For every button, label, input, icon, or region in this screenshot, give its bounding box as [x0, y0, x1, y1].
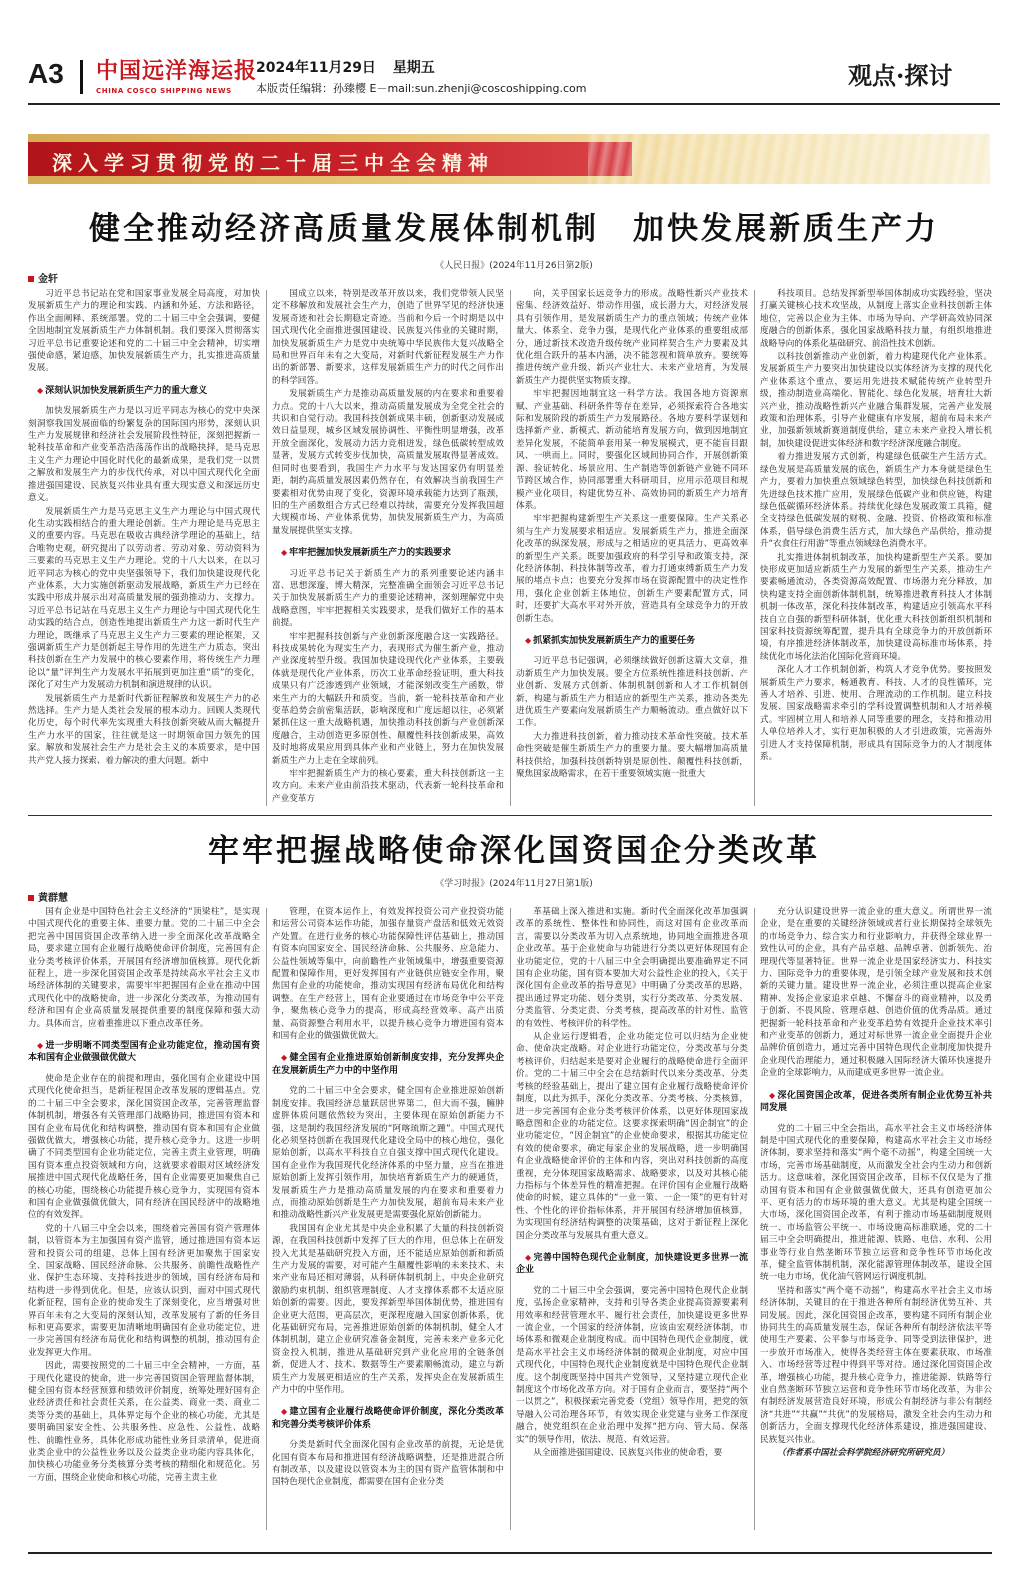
column-divider [266, 908, 267, 1530]
section-subheading: ◆ 深刻认识加快发展新质生产力的重大意义 [28, 385, 260, 397]
body-paragraph: 充分认识建设世界一流企业的重大意义。所谓世界一流企业，是在重要的关键经济领域或者行业长期保持全球领先的市场竞争力、综合实力和行业影响力，并获得全球业界一致性认可的企业，具有产品卓越、品牌卓著、创新领先、治理现代等显著特征。世界一流企业是国家经济实力、科技实力、国际竞争力的重要体现，是引领全球产业发展和技术创新的关键力量。建设世界一流企业，必须注重以提高企业家精神、发扬企业家追求卓越、不懈奋斗的商业精神，以及勇于创新、不畏风险、管理卓越、创造价值的优秀品质。通过把握新一轮科技革命和产业变革趋势有效提升企业技术率引和产业变革的创新力，通过对标世界一流企业全面提升企业品牌价值创造力，通过完善中国特色现代企业制度加快提升企业现代治理能力，通过积极融入国际经济大循环快速提升企业的全球影响力，从而建成更多世界一流企业。 [760, 907, 992, 1079]
article2-headline: 牢牢把握战略使命深化国资国企分类改革 [208, 833, 820, 869]
body-paragraph: 我国国有企业尤其是中央企业积累了大量的科技创新资源，在我国科技创新中发挥了巨大的作用，但总体上在研发投入尤其是基础研究投入方面，还不能适应原始创新和新质生产力发展的需要，对可能产生颠覆性影响的未来技术、未来产业布局还相对薄弱，从科研体制机制上，中央企业研究激励约束机制、组织管理制度、人才支撑体系都不太适应原始创新的需要。因此，要发挥新型举国体制优势，推进国有企业更大范围，更高层次，更深程度融入国家创新体系，优化基础研究布局，完善推进原始创新的体制机制，健全人才体制机制，建立企业研究准备金制度，完善未来产业多元化资金投入机制，推进从基础研究到产业化应用的全链条创新，促进人才、技术、数据等生产要素顺畅流动，建立与新质生产力发展更相适应的生产关系，发挥央企在发展新质生产力中的中坚作用。 [272, 1223, 504, 1396]
body-paragraph: 加快发展新质生产力是以习近平同志为核心的党中央深刻洞察我国发展面临的纷繁复杂的国际国内形势，深刻认识生产力发展规律和经济社会发展阶段性特征，深刻把握新一轮科技革命和产业变革浩浩荡荡作出的战略抉择，是马克思主义生产力理论中国化时代化的最新成果，是我们党一以贯之解放和发展生产力的步伐代传承，对以中国式现代化全面推进强国建设、民族复兴伟业具有重大现实意义和深远历史意义。 [28, 406, 260, 504]
article1-source: 《人民日报》(2024年11月26日第2版) [435, 261, 593, 271]
body-paragraph: 党的二十届三中全会指出，高水平社会主义市场经济体制是中国式现代化的重要保障，构建高水平社会主义市场经济体制，要求坚持和落实“两个毫不动摇”，构建全国统一大市场，完善市场基础制度，从而激发全社会内生动力和创新活力。这意味着，深化国资国企改革，目标不仅仅是为了推动国有资本和国有企业做强做优做大，还具有创造更加公平、更有活力的市场环境的重大意义。尤其是构建全国统一大市场，深化国资国企改革，有利于推动市场基础制度规则统一、市场监管公平统一、市场设施高标准联通，党的二十届三中全会明确提出，推进能源、铁路、电信、水利、公用事业等行业自然垄断环节独立运营和竞争性环节市场化改革，健全监管体制机制，深化能源管理体制改革，建设全国统一电力市场，优化油气管网运行调度机制。 [760, 1123, 992, 1283]
logo-english: CHINA COSCO SHIPPING NEWS [96, 87, 232, 95]
body-paragraph: 党的二十届三中全会强调，要完善中国特色现代企业制度，弘扬企业家精神，支持和引导各类企业提高资源要素利用效率和经营管理水平、履行社会责任，加快建设更多世界一流企业，一个国家的经济体制，应该由宏观经济体制，市场体系和微观企业制度构成。而中国特色现代企业制度，就是高水平社会主义市场经济体制的微观企业制度，对应中国式现代化，中国特色现代企业制度就是中国特色现代企业制度。这个制度既坚持中国共产党领导，又坚持建立现代企业制度这个市场化改革方向。对于国有企业而言，要坚持“两个一以贯之”，积极探索完善党委（党组）领导作用，把党的领导融入公司治理各环节，有效实现企业党建与业务工作深度融合，使党组织在企业治理中发挥“把方向、管大局、保落实”的领导作用，依法、规范、有效运营。 [516, 1285, 748, 1445]
section-title: 观点·探讨 [848, 61, 953, 90]
body-paragraph: 习近平总书记站在党和国家事业发展全局高度，对加快发展新质生产力的理论和实践、内涵和外延、方法和路径，作出全面阐释、系统部署。党的二十届三中全会强调，要健全因地制宜发展新质生产力体制机制。我们要深入贯彻落实习近平总书记重要论述和党的二十届三中全会精神，切实增强使命感，紧迫感，加快发展新质生产力，扎实推进高质量发展。 [28, 289, 260, 374]
section-subheading: ◆ 抓紧抓实加快发展新质生产力的重要任务 [516, 635, 748, 647]
body-paragraph: 管理，在资本运作上，有效发挥投资公司产业投资功能和运营公司资本运作功能，加强存量资产盘活和低效无效资产处置。在进行业务的核心功能保障性评估基础上，推动国有资本向国家安全、国民经济命脉、公共服务、应急能力、公益性领域等集中，向前瞻性产业领域集中，增强重要资源配置和保障作用，更好发挥国有产业链供应链安全作用，聚焦国有企业的功能使命，推动实现国有经济布局优化和结构调整。在生产经营上，国有企业要通过在市场竞争中公平竞争，聚焦核心竞争力的提高，形成高经营效率、高产出质量、高资源整合利用水平，以提升核心竞争力增进国有资本和国有企业的做强做优做大。 [272, 907, 504, 1042]
section-subheading: ◆ 建立国有企业履行战略使命评价制度，深化分类改革和完善分类考核评价体系 [272, 1406, 504, 1431]
section-subheading: ◆ 健全国有企业推进原始创新制度安排，充分发挥央企在发展新质生产力中的中坚作用 [272, 1052, 504, 1077]
body-paragraph: 大力推进科技创新，着力推动技术革命性突破。技术革命性突破是催生新质生产力的重要力量。要大幅增加高质量科技供给，加强科技创新特别是原创性、颠覆性科技创新，聚焦国家战略需求，在若干重要领域实施一批重大 [516, 731, 748, 780]
article1-column-3 [516, 288, 748, 806]
body-paragraph: 发展新质生产力是推动高质量发展的内在要求和重要着力点。党的十八大以来，推动高质量发展成为全党全社会的共识和自觉行动。我国科技创新成果丰硕，创新驱动发展成效日益显现，城乡区域发展协调性、平衡性明显增强，改革开放全面深化，发展动力活力竞相迸发，绿色低碳转型成效显著，发展方式转变步伐加快，高质量发展取得显著成效。但同时也要看到，我国生产力水平与发达国家仍有明显差距，制约高质量发展因素仍然存在，有效解决当前我国生产要素相对优势由现了变化，资源环境承载能力达到了瓶颈，旧的生产函数组合方式已经难以持续，需要充分发挥我国超大规模市场、产业体系优势，加快发展新质生产力，为高质量发展提供坚实支撑。 [272, 389, 504, 536]
article1-headline: 健全推动经济高质量发展体制机制 加快发展新质生产力 [89, 211, 939, 247]
body-paragraph: 坚持和落实“两个毫不动摇”，构建高水平社会主义市场经济体制，关键目的在于推进各种所有制经济优势互补、共同发展。因此，深化国资国企改革，要构建不同所有制企业协同共生的高质量发展生态，保证各种所有制经济依法平等使用生产要素、公平参与市场竞争、同等受到法律保护，进一步放开市场准入，使得各类经营主体在要素获取、市场准入、市场经营等过程中得到平等对待。通过深化国资国企改革，增强核心功能，提升核心竞争力，推进能源、铁路等行业自然垄断环节独立运营和竞争性环节市场化改革，为非公有制经济发展营造良好环境，形成公有制经济与非公有制经济“共进”“共赢”“共优”的发展格局，激发全社会内生动力和创新活力，全面支撑现代化经济体系建设，推进强国建设、民族复兴伟业。 [760, 1285, 992, 1445]
masthead-rule [28, 103, 1000, 105]
body-paragraph: 科技项目。总结发挥新型举国体制成功实践经验，坚决打赢关键核心技术攻坚战，从制度上落实企业科技创新主体地位，完善以企业为主体、市场为导向、产学研高效协同深度融合的创新体系，强化国家战略科技力量，有组织地推进战略导向的体系化基础研究、前沿性技术创新。 [760, 289, 992, 349]
body-paragraph: 以科技创新推动产业创新，着力构建现代化产业体系。发展新质生产力要突出加快建设以实体经济为支撑的现代化产业体系这个重点，要运用先进技术赋能传统产业转型升级，推动制造业高端化、智能化、绿色化发展，培育壮大新兴产业，推动战略性新兴产业融合集群发展，完善产业发展政策和治理体系，引导产业健康有序发展，超前布局未来产业，加强新领域新赛道制度供给，建立未来产业投入增长机制，加快建设促进实体经济和数字经济深度融合制度。 [760, 352, 992, 449]
issue-date: 2024年11月29日 [256, 60, 376, 76]
body-paragraph: 发展新质生产力是马克思主义生产力理论与中国式现代化生动实践相结合的重大理论创新。生产力理论是马克思主义的重要内容。马克思在吸收古典经济学理论的基础上，结合唯物史观，研究提出了以劳动者、劳动对象、劳动资料为三要素的马克思主义生产力理论。党的十八大以来，在以习近平同志为核心的党中央坚强领导下，我们加快建设现代化产业体系，大力实施创新驱动发展战略，新质生产力已经在实践中形成并展示出对高质量发展的强劲推动力、支撑力。习近平总书记站在马克思主义生产力理论与中国式现代化生动实践的结合点，创造性地提出新质生产力这一新时代生产力理论，既继承了马克思主义生产力三要素的理论框架，又强调新质生产力是创新起主导作用的先进生产力质态，突出科技创新在生产力发展中的核心要素作用，将传统生产力理论以“量”评判生产力发展水平拓展到更加注重“质”的变化，深化了对生产力发展动力机制和演进规律的认识。 [28, 506, 260, 691]
issue-weekday: 星期五 [392, 60, 435, 76]
column-divider [510, 290, 511, 806]
body-paragraph: 从全面推进强国建设、民族复兴伟业的使命看，要 [533, 1448, 723, 1459]
body-paragraph: 牢牢把握新质生产力的核心要素，重大科技创新这一主攻方向。未来产业由前沿技术驱动，代表新一轮科技革命和产业变革方 [272, 769, 504, 804]
body-paragraph: 从企业运行逻辑看，企业功能定位可以归结为企业使命、使命决定战略。对企业进行功能定位，分类改革与分类考核评价，归结起来是要对企业履行的战略使命进行全面评价。党的二十届三中全会在总结新时代以来分类改革、分类考核的经验基础上，提出了建立国有企业履行战略使命评价制度，以此为抓手，深化分类改革、分类考核、分类核算，进一步完善国有企业分类考核评价体系，以更好体现国家战略意图和企业的功能定位。这要求探索明确“因企制宜”的企业功能定位，“因企制宜”的企业使命要求，根据其功能定位有效的使命要求，确定每家企业的发展战略，进一步明确国有企业战略使命评价的主体和内容，突出对科技创新的高度重视，充分体现国家战略需求、战略要求，以及对其核心能力指标与个体差异性的精准把握。在评价国有企业履行战略使命的时候，建立具体的“一业一策、一企一策”的更有针对性、个性化的评价指标体系，并开展国有经济增加值核算，为实现国有经济结构调整的决策基础，这对于新征程上深化国企分类改革与发展具有重大意义。 [516, 1032, 748, 1241]
body-paragraph: 革基础上深入推进和实施。新时代全面深化改革加强调改革的系统性、整体性和协同性，而这对国有企业改革而言，需要以分类改革为切入点系统地，协同地全面推进各项企业改革。基于企业使命与功能进行分类以更好体现国有企业功能定位，党的十八届三中全会明确提出要准确界定不同国有企业功能，国有资本要加大对公益性企业的投入，《关于深化国有企业改革的指导意见》中明确了分类改革的思路，提出通过界定功能、划分类别，实行分类改革、分类发展、分类监管、分类定责、分类考核，提高改革的针对性、监管的有效性、考核评价的科学性。 [516, 907, 748, 1029]
page-bottom-rule [28, 1552, 992, 1554]
body-paragraph: 发展新质生产力是新时代新征程解放和发展生产力的必然选择。生产力是人类社会发展的根本动力。回顾人类现代化历史，每个时代率先实现重大科技创新突破从而大幅提升生产力水平的国家，往往就是这一时期领命国力领先的国家。解放和发展社会生产力是社会主义的本质要求，是中国共产党人接力探索、着力解决的重大问题。新中 [28, 693, 260, 766]
column-divider [266, 290, 267, 806]
body-paragraph: 使命是企业存在的前提和理由，强化国有企业建设中国式现代化使命担当，是新征程国企改革发展的逻辑基点。党的二十届三中全会要求，深化国资国企改革，完善管理监督体制机制，增强各有关管理部门战略协同，推进国有资本和国有企业布局优化和结构调整，推动国有资本和国有企业做强做优做大，增强核心功能，提升核心竞争力。这进一步明确了不同类型国有企业功能定位，完善主责主业管理，明确国有资本重点投资领域和方向，这就要求着眼对区域经济发展推进中国式现代化战略任务，国有企业需要更加聚焦自己的核心功能，围绕核心功能提升核心竞争力，实现国有资本和国有企业做强做优做大，同有经济在国民经济中的战略地位的有效发挥。 [28, 1073, 260, 1221]
article2-column-1 [28, 906, 260, 1532]
column-divider [754, 908, 755, 1530]
article1-column-2 [272, 288, 504, 806]
article2-column-3 [516, 906, 748, 1532]
body-paragraph: 向，关乎国家长远竞争力的形成。战略性新兴产业技术密集、经济效益好、带动作用强，成长潜力大，对经济发展具有引领作用，是发展新质生产力的重点领域；传统产业体量大、体系全、竞争力强，是现代化产业体系的重要组成部分，通过新技术改造升级传统产业同样契合生产力要素及其优化组合跃升的基本内涵，决不能忽视和简单放弃。要统筹推进传统产业升级、新兴产业壮大、未来产业培育，为发展新质生产力提供坚实物质支撑。 [516, 289, 748, 386]
page-number-divider [80, 60, 83, 94]
body-paragraph: 国成立以来，特别是改革开放以来，我们党带领人民坚定不移解放和发展社会生产力，创造了世界罕见的经济快速发展奇迹和社会长期稳定奇迹。当前和今后一个时期是以中国式现代化全面推进强国建设、民族复兴伟业的关键时期，加快发展新质生产力是党中央统筹中华民族伟大复兴战略全局和世界百年未有之大变局，对新时代新征程发展生产力作出的新部署、新要求，这样发展新质生产力的时代之问作出的科学回答。 [272, 289, 504, 386]
body-paragraph: 因此，需要按照党的二十届三中全会精神，一方面，基于现代化建设的使命，进一步完善国资国企管理监督体制，健全国有资本经营预算和绩效评价制度，统筹处理好国有企业经济责任和社会责任关系，在公益类、商业一类、商业二类等分类的基础上，具体界定每个企业的核心功能，尤其是要明确国家安全性、公共服务性、应急性、公益性、战略性、前瞻性业务，具体化形成功能性业务目录清单，促进商业类企业中的公益性业务以及公益类企业功能内容具体化，加快核心功能业务分类核算分类考核的精细化和规范化。另一方面，围绕企业使命和核心功能，完善主责主业 [28, 1361, 260, 1483]
editor-info: 本版责任编辑：孙臻樱 E－mail:sun.zhenji@coscoshipping.com [256, 82, 587, 95]
article2-source: 《学习时报》(2024年11月27日第1版) [435, 879, 593, 889]
column-divider [754, 290, 755, 806]
newspaper-logo [96, 54, 258, 98]
article2-column-4 [760, 906, 992, 1532]
page-number: A3 [28, 58, 64, 89]
theme-banner [28, 134, 990, 184]
body-paragraph: 党的二十届三中全会要求，健全国有企业推进原始创新制度安排。我国经济总量跃居世界第二，但大而不强，臃肿虚胖体质问题依然较为突出，主要体现在原始创新能力不强，这是制约我国经济发展的“阿喀琉斯之踵”。中国式现代化必须坚持创新在我国现代化建设全局中的核心地位，强化原始创新，以高水平科技自立自强支撑中国式现代化建设。国有企业作为我国现代化经济体系的中坚力量，应当在推进原始创新上发挥引领作用，加快培育新质生产力的硬通货，发展新质生产力是推动高质量发展的内在要求和重要着力点，而推动原始创新是生产力加快发展，超前布局未来产业和推动战略性新兴产业发展更是需要强化原始创新能力。 [272, 1086, 504, 1221]
article2-author: 黄群慧 [28, 889, 68, 904]
banner-decoration [588, 134, 990, 184]
issue-date-line [256, 57, 447, 77]
body-paragraph: 习近平总书记强调，必须继续做好创新这篇大文章，推动新质生产力加快发展。要全方位系统性推进科技创新、产业创新、发展方式创新、体制机制创新和人才工作机制创新，构建与新质生产力相适应的新型生产关系，推动各类先进优质生产要素向发展新质生产力顺畅流动。重点做好以下工作。 [516, 656, 748, 729]
article1-author: 金轩 [28, 270, 58, 285]
logo-chinese: 中国远洋海运报 [96, 58, 258, 84]
body-paragraph: 牢牢把握科技创新与产业创新深度融合这一实践路径。科技成果转化为现实生产力，表现形式为催生新产业，推动产业深度转型升级。我国加快建设现代化产业体系，主要载体就是现代化产业体系，历次工业革命经验证明，重大科技成果只有广泛渗透到产业领域，才能深刻改变生产函数，带来生产力的大幅跃升和质变。当前，新一轮科技革命和产业变革趋势会前密集活跃，影响深度和广度远超以往，必须紧紧抓住这一重大战略机遇，加快推动科技创新与产业创新深度融合，主动创造更多原创性、颠覆性科技创新成果，高效及时地将成果应用到具体产业和产业链上，努力在加快发展新质生产力上走在全球前列。 [272, 631, 504, 766]
article2-column-2 [272, 906, 504, 1532]
masthead [0, 0, 1028, 104]
body-paragraph: 国有企业是中国特色社会主义经济的“顶梁柱”，是实现中国式现代化的重要主体、重要力量。党的二十届三中全会把完善中国国资国企改革纳入进一步全面深化改革战略全局，要求建立国有企业履行战略使命评价制度，完善国有企业分类考核评价体系，开展国有经济增加值核算。现代化新征程上，进一步深化国资国企改革是持续高水平社会主义市场经济体制的关键要求，需要牢牢把握国有企业在推动中国式现代化中的战略使命，进一步深化分类改革，为推动国有经济和国有企业高质量发展提供重要的制度保障和强大动力。具体而言，应着重推进以下重点改革任务。 [28, 907, 260, 1029]
body-paragraph: 牢牢把握构建新型生产关系这一重要保障。生产关系必须与生产力发展要求相适应。发展新质生产力，推进全面深化改革的纵深发展，形成与之相适应的更具活力、更高效率的新型生产关系。既要加强政府的科学引导和政策支持，深化经济体制、科技体制等改革，着力打通束缚新质生产力发展的堵点卡点；也要充分发挥市场在资源配置中的决定性作用，强化企业创新主体地位，创新生产要素配置方式，同时，还要扩大高水平对外开放，营造具有全球竞争力的开放创新生态。 [516, 514, 748, 624]
article1-column-4 [760, 288, 992, 806]
section-subheading: ◆ 完善中国特色现代企业制度，加快建设更多世界一流企业 [516, 1252, 748, 1277]
body-paragraph: 牢牢把握因地制宜这一科学方法。我国各地方资源禀赋、产业基础、科研条件等存在差异，必须探索符合各地实际和发展阶段的新质生产力发展路径。各地方要科学谋划和选择新产业、新模式、新动能培育发展方向，做到因地制宜差异化发展，不能简单套用某一种发展模式，更不能盲目跟风、一哄而上。同时，要强化区域间协同合作，开展创新策源、验证转化、场景应用、生产制造等创新链产业链不同环节跨区域合作，协同部署重大科研项目，应用示范项目和规模产业化项目，构建优势互补、高效协同的新质生产力培育体系。 [516, 389, 748, 511]
body-paragraph: 深化人才工作机制创新，构筑人才竞争优势。要按照发展新质生产力要求，畅通教育、科技、人才的良性循环，完善人才培养、引进、使用、合理流动的工作机制。建立科技发展、国家战略需求牵引的学科设置调整机制和人才培养模式。牢固树立用人和培养人同等重要的理念，支持和推动用人单位培养人才，实行更加积极的人才引进政策，完善海外引进人才支持保障机制，形成具有国际竞争力的人才制度体系。 [760, 665, 992, 763]
body-paragraph: 分类是新时代全面深化国有企业改革的前提，无论是优化国有资本布局和推进国有经济战略调整，还是推进混合所有制改革，以及建设以管资本为主的国有资产监管体制和中国特色现代企业制度，都需要在国有企业分类 [272, 1440, 504, 1488]
column-divider [510, 908, 511, 1530]
banner-text: 深入学习贯彻党的二十届三中全会精神 [52, 151, 494, 175]
section-subheading: ◆ 深化国资国企改革，促进各类所有制企业优势互补共同发展 [760, 1090, 992, 1115]
section-subheading: ◆ 牢牢把握加快发展新质生产力的实践要求 [272, 547, 504, 559]
body-paragraph: 扎实推进体制机制改革，加快构建新型生产关系。要加快形成更加适应新质生产力发展的新型生产关系，推动生产要素畅通流动，各类资源高效配置、市场潜力充分释放，加快构建支持全面创新体制机制，统筹推进教育科技人才体制机制一体改革，深化科技体制改革，构建适应引领高水平科技自立自强的新型科研体制，优化重大科技创新组织机制和国家科技资源统筹配置，提升具有全球竞争力的开放创新环境，有序推进经济体制改革，加快建设高标准市场体系，持续优化市场化法治化国际化营商环境。 [760, 552, 992, 662]
section-subheading: ◆ 进一步明晰不同类型国有企业功能定位，推动国有资本和国有企业做强做优做大 [28, 1040, 260, 1065]
article1-column-1 [28, 288, 260, 806]
body-paragraph: 党的十八届三中全会以来，围绕着完善国有资产管理体制，以管资本为主加强国有资产监管，通过推进国有资本运营和投资公司的组建，总体上国有经济更加聚焦于国家安全、国家战略、国民经济命脉、公共服务、前瞻性战略性产业、保护生态环境、支持科技进步的领域，国有经济布局和结构进一步得到优化。但是，应该认识到，面对中国式现代化新征程，国有企业的使命发生了深刻变化，应当增强对世界百年未有之大变局的深刻认知，改革发展有了新的任务目标和更高要求，需要更加清晰地明确国有企业功能定位，进一步完善国有经济布局优化和结构调整的机制，推动国有企业发挥更大作用。 [28, 1223, 260, 1358]
author-credit: （作者系中国社会科学院经济研究所研究员） [777, 1448, 950, 1459]
body-paragraph: 习近平总书记关于新质生产力的系列重要论述内涵丰富、思想深邃，博大精深，完整准确全面领会习近平总书记关于加快发展新质生产力的重要论述精神，深刻理解党中央战略意图，牢牢把握相关实践要求，是我们做好工作的基本前提。 [272, 568, 504, 629]
article-separator [28, 815, 992, 816]
body-paragraph: 着力推进发展方式创新，构建绿色低碳生产生活方式。绿色发展是高质量发展的底色，新质生产力本身就是绿色生产力，要着力加快重点领域绿色转型，加快绿色科技创新和先进绿色技术推广应用，发展绿色低碳产业和供应链，构建绿色低碳循环经济体系。持续优化绿色发展政策工具箱，健全支持绿色低碳发展的财税、金融、投资、价格政策和标准体系，倡导绿色消费生活方式，加大绿色产品供给，推动提升“衣食住行用游”等重点领域绿色消费水平。 [760, 452, 992, 550]
